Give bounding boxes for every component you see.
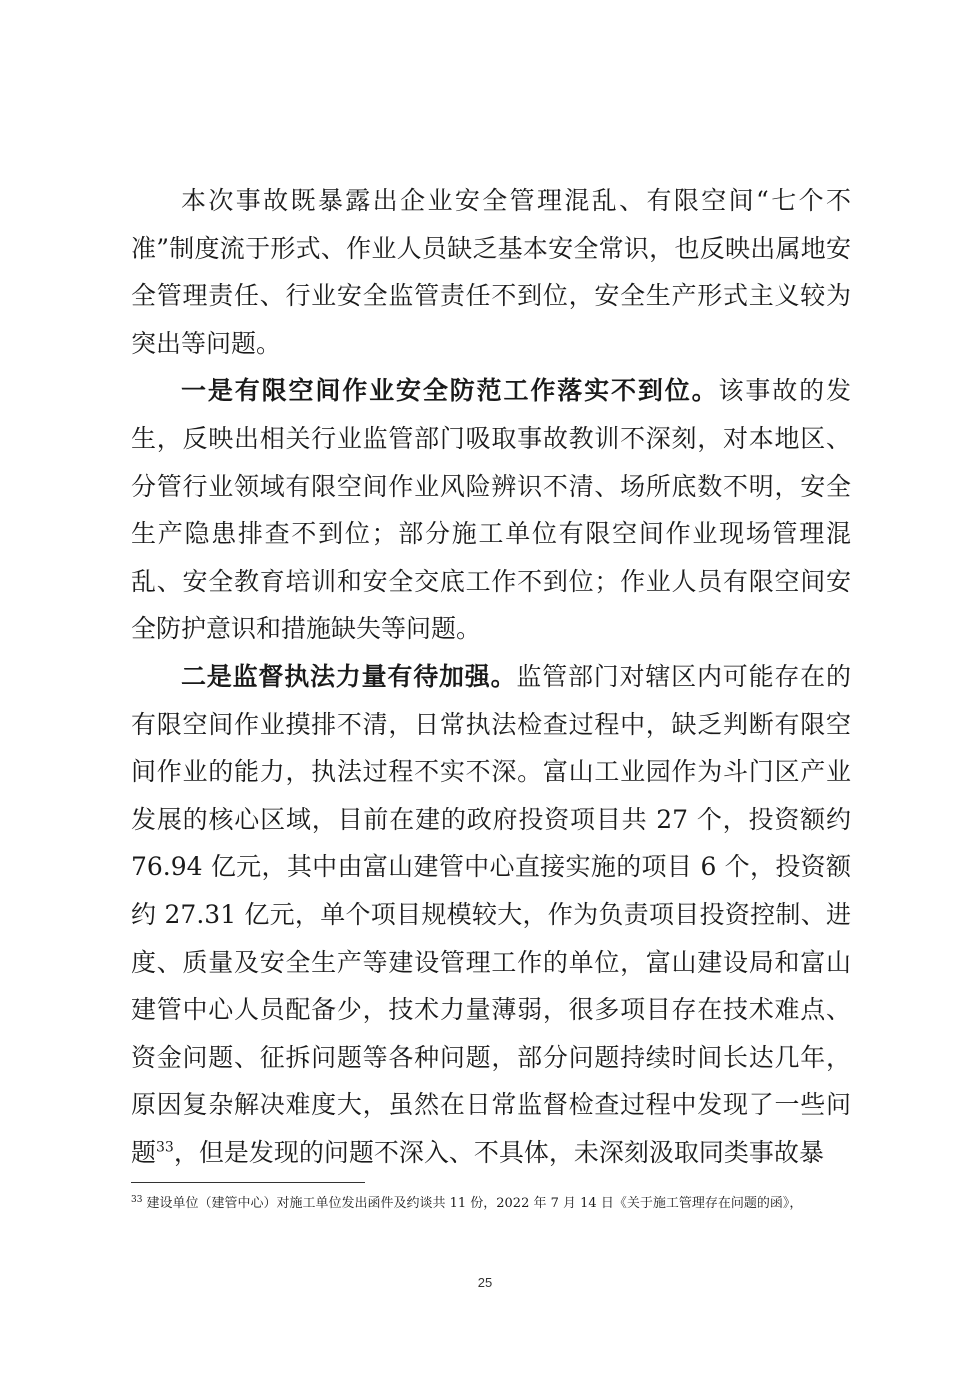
footnote-divider xyxy=(131,1182,365,1183)
paragraph-heading: 一是有限空间作业安全防范工作落实不到位。 xyxy=(181,376,719,406)
paragraph-point-one: 一是有限空间作业安全防范工作落实不到位。该事故的发生，反映出相关行业监管部门吸取事故教训不深刻，对本地区、分管行业领域有限空间作业风险辨识不清、场所底数不明，安全生产隐患排查不到位；部分施工单位有限空间作业现场管理混乱、安全教育培训和安全交底工作不到位；作业人员有限空间安全防护意识和措施缺失等问题。 xyxy=(131,376,851,644)
paragraph-point-two: 二是监督执法力量有待加强。监管部门对辖区内可能存在的有限空间作业摸排不清，日常执法检查过程中，缺乏判断有限空间作业的能力，执法过程不实不深。富山工业园作为斗门区产业发展的核心区域，目前在建的政府投资项目共 27 个，投资额约76.94 亿元，其中由富山建管中心直接实施的项目 6 个，投资额约 27.31 亿元，单个项目规模较大，作为负责项目投资控制、进度、质量及安全生产等建设管理工作的单位，富山建设局和富山建管中心人员配备少，技术力量薄弱，很多项目存在技术难点、资金问题、征拆问题等各种问题，部分问题持续时间长达几年，原因复杂解决难度大，虽然在日常监督检查过程中发现了一些问题$^{33}$，但是发现的问题不深入、不具体，未深刻汲取同类事故暴 xyxy=(131,661,851,1167)
footnote-reference[interactable]: 33 xyxy=(156,1139,174,1156)
paragraph-heading: 二是监督执法力量有待加强。 xyxy=(181,661,517,691)
paragraph-summary: 本次事故既暴露出企业安全管理混乱、有限空间“七个不准”制度流于形式、作业人员缺乏基本安全常识，也反映出属地安全管理责任、行业安全监管责任不到位，安全生产形式主义较为突出等问题。 xyxy=(131,186,851,358)
footnote xyxy=(131,1194,871,1214)
body-text xyxy=(131,177,851,1176)
footnote-mark: 33 xyxy=(131,1194,143,1205)
footnote-text: 建设单位（建管中心）对施工单位发出函件及约谈共 11 份，2022 年 7 月 14 日《关于施工管理存在问题的函》， xyxy=(146,1196,803,1211)
page-number: 25 xyxy=(477,1275,493,1290)
